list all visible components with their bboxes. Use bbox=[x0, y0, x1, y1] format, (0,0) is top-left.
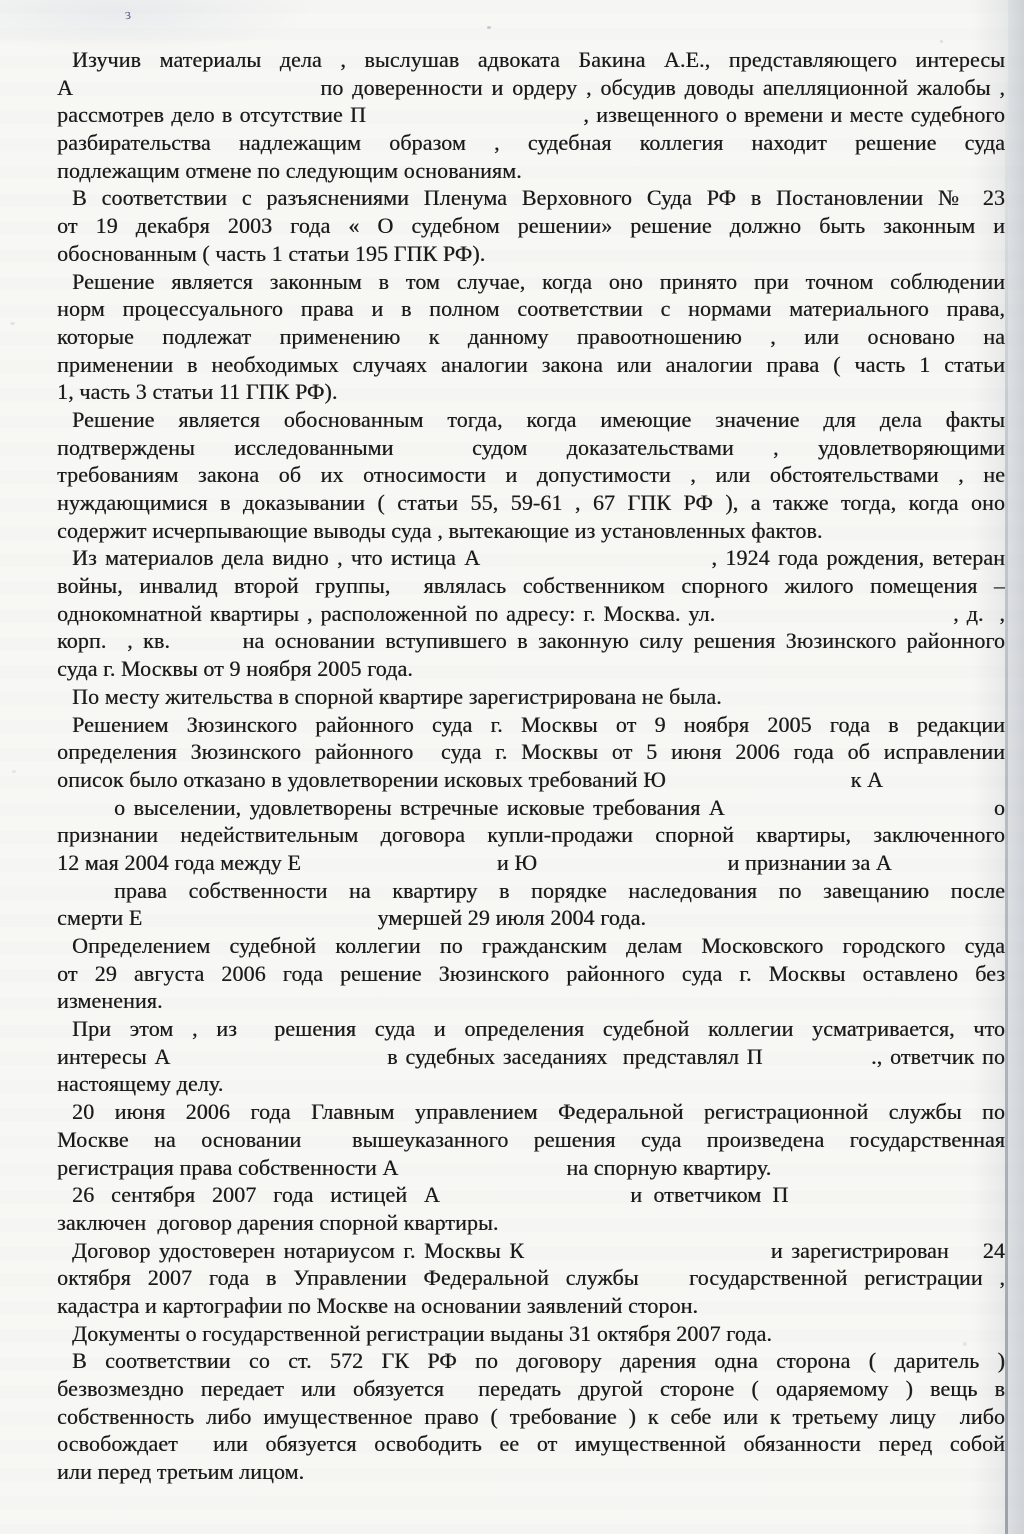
text-line: освобождает или обязуется освободить ее от имущественной обязанности перед собой bbox=[57, 1431, 1005, 1457]
scan-speck bbox=[10, 322, 15, 325]
text-line: Решение является законным в том случае, когда оно принято при точном соблюдении bbox=[72, 268, 1005, 294]
scan-speck bbox=[487, 26, 491, 29]
text-line: корп. , кв. на основании вступившего в законную силу решения Зюзинского районного bbox=[57, 628, 1005, 654]
scan-speck bbox=[12, 770, 16, 773]
text-line: войны, инвалид второй группы, являлась собственником спорного жилого помещения – bbox=[57, 573, 1005, 599]
text-line: 26 сентября 2007 года истицей А и ответчиком П bbox=[72, 1182, 789, 1208]
text-line: рассмотрев дело в отсутствие П , извещенного о времени и месте судебного bbox=[57, 102, 1005, 128]
scan-edge-line bbox=[1005, 60, 1008, 1534]
text-line: А по доверенности и ордеру , обсудив доводы апелляционной жалобы , bbox=[57, 74, 1005, 100]
document-text bbox=[57, 46, 1005, 1486]
text-line: нуждающимися в доказывании ( статьи 55, 59-61 , 67 ГПК РФ ), а также тогда, когда оно bbox=[57, 490, 1005, 515]
text-line: требованиям закона об их относимости и допустимости , или обстоятельствами , не bbox=[57, 462, 1005, 488]
text-line: смерти Е умершей 29 июля 2004 года. bbox=[57, 905, 647, 931]
text-line: однокомнатной квартиры , расположенной по адресу: г. Москва. ул. , д. , bbox=[57, 600, 1005, 626]
text-line: Договор удостоверен нотариусом г. Москвы К и зарегистрирован 24 bbox=[72, 1237, 1005, 1263]
text-line: При этом , из решения суда и определения судебной коллегии усматривается, что bbox=[72, 1016, 1005, 1042]
text-line: По месту жительства в спорной квартире зарегистрирована не была. bbox=[72, 683, 722, 709]
text-line: применении в необходимых случаях аналогии закона или аналогии права ( часть 1 статьи bbox=[57, 351, 1005, 377]
text-line: Определением судебной коллегии по гражданским делам Московского городского суда bbox=[72, 933, 1005, 958]
text-line: 12 мая 2004 года между Е и Ю и признании за А bbox=[57, 849, 892, 875]
text-line: безвозмездно передает или обязуется передать другой стороне ( одаряемому ) вещь в bbox=[57, 1376, 1005, 1401]
text-line: подлежащим отмене по следующим основаниям. bbox=[57, 157, 522, 183]
text-line: изменения. bbox=[57, 988, 163, 1014]
text-line: описок было отказано в удовлетворении исковых требований Ю к А bbox=[57, 766, 883, 792]
text-line: В соответствии со ст. 572 ГК РФ по договору дарения одна сторона ( даритель ) bbox=[72, 1348, 1005, 1374]
text-line: которые подлежат применению к данному правоотношению , или основано на bbox=[57, 323, 1005, 349]
text-line: Решение является обоснованным тогда, когда имеющие значение для дела факты bbox=[72, 406, 1005, 432]
text-line: Из материалов дела видно , что истица А , 1924 года рождения, ветеран bbox=[72, 545, 1005, 571]
text-line: интересы А в судебных заседаниях представлял П ., ответчик по bbox=[57, 1043, 1005, 1069]
text-line: о выселении, удовлетворены встречные исковые требования А о bbox=[114, 794, 1005, 820]
text-line: права собственности на квартиру в порядке наследования по завещанию после bbox=[114, 877, 1005, 903]
scan-speck bbox=[940, 40, 943, 43]
scan-stray-mark: з bbox=[124, 6, 132, 24]
text-line: заключен договор дарения спорной квартиры. bbox=[57, 1209, 499, 1235]
text-line: кадастра и картографии по Москве на основании заявлений сторон. bbox=[57, 1292, 699, 1318]
text-line: Документы о государственной регистрации выданы 31 октября 2007 года. bbox=[72, 1320, 772, 1346]
text-line: настоящему делу. bbox=[57, 1071, 224, 1097]
text-line: Решением Зюзинского районного суда г. Москвы от 9 ноября 2005 года в редакции bbox=[72, 711, 1005, 737]
scan-edge-band bbox=[1008, 0, 1024, 1534]
text-line: Изучив материалы дела , выслушав адвоката Бакина А.Е., представляющего интересы bbox=[72, 47, 1005, 72]
text-line: 1, часть 3 статьи 11 ГПК РФ). bbox=[57, 379, 338, 405]
text-line: содержит исчерпывающие выводы суда , вытекающие из установленных фактов. bbox=[57, 517, 823, 543]
text-line: Москве на основании вышеуказанного решения суда произведена государственная bbox=[57, 1126, 1005, 1152]
text-line: определения Зюзинского районного суда г. Москвы от 5 июня 2006 года об исправлении bbox=[57, 739, 1005, 765]
text-line: обоснованным ( часть 1 статьи 195 ГПК РФ). bbox=[57, 240, 486, 266]
text-line: или перед третьим лицом. bbox=[57, 1459, 305, 1485]
text-line: разбирательства надлежащим образом , судебная коллегия находит решение суда bbox=[57, 130, 1005, 156]
text-line: признании недействительным договора купли-продажи спорной квартиры, заключенного bbox=[57, 822, 1005, 848]
text-line: собственность либо имущественное право ( требование ) к себе или к третьему лицу либо bbox=[57, 1403, 1005, 1429]
text-line: норм процессуального права и в полном соответствии с нормами материального права, bbox=[57, 296, 1005, 322]
text-line: октября 2007 года в Управлении Федеральной службы государственной регистрации , bbox=[57, 1265, 1005, 1291]
text-line: подтверждены исследованными судом доказательствами , удовлетворяющими bbox=[57, 434, 1005, 460]
text-line: суда г. Москвы от 9 ноября 2005 года. bbox=[57, 656, 413, 682]
text-line: В соответствии с разъяснениями Пленума Верховного Суда РФ в Постановлении № 23 bbox=[72, 185, 1005, 211]
text-line: 20 июня 2006 года Главным управлением Федеральной регистрационной службы по bbox=[72, 1099, 1005, 1125]
text-line: от 29 августа 2006 года решение Зюзинского районного суда г. Москвы оставлено без bbox=[57, 960, 1005, 986]
text-line: регистрация права собственности А на спорную квартиру. bbox=[57, 1154, 772, 1180]
text-line: от 19 декабря 2003 года « О судебном решении» решение должно быть законным и bbox=[57, 213, 1005, 239]
